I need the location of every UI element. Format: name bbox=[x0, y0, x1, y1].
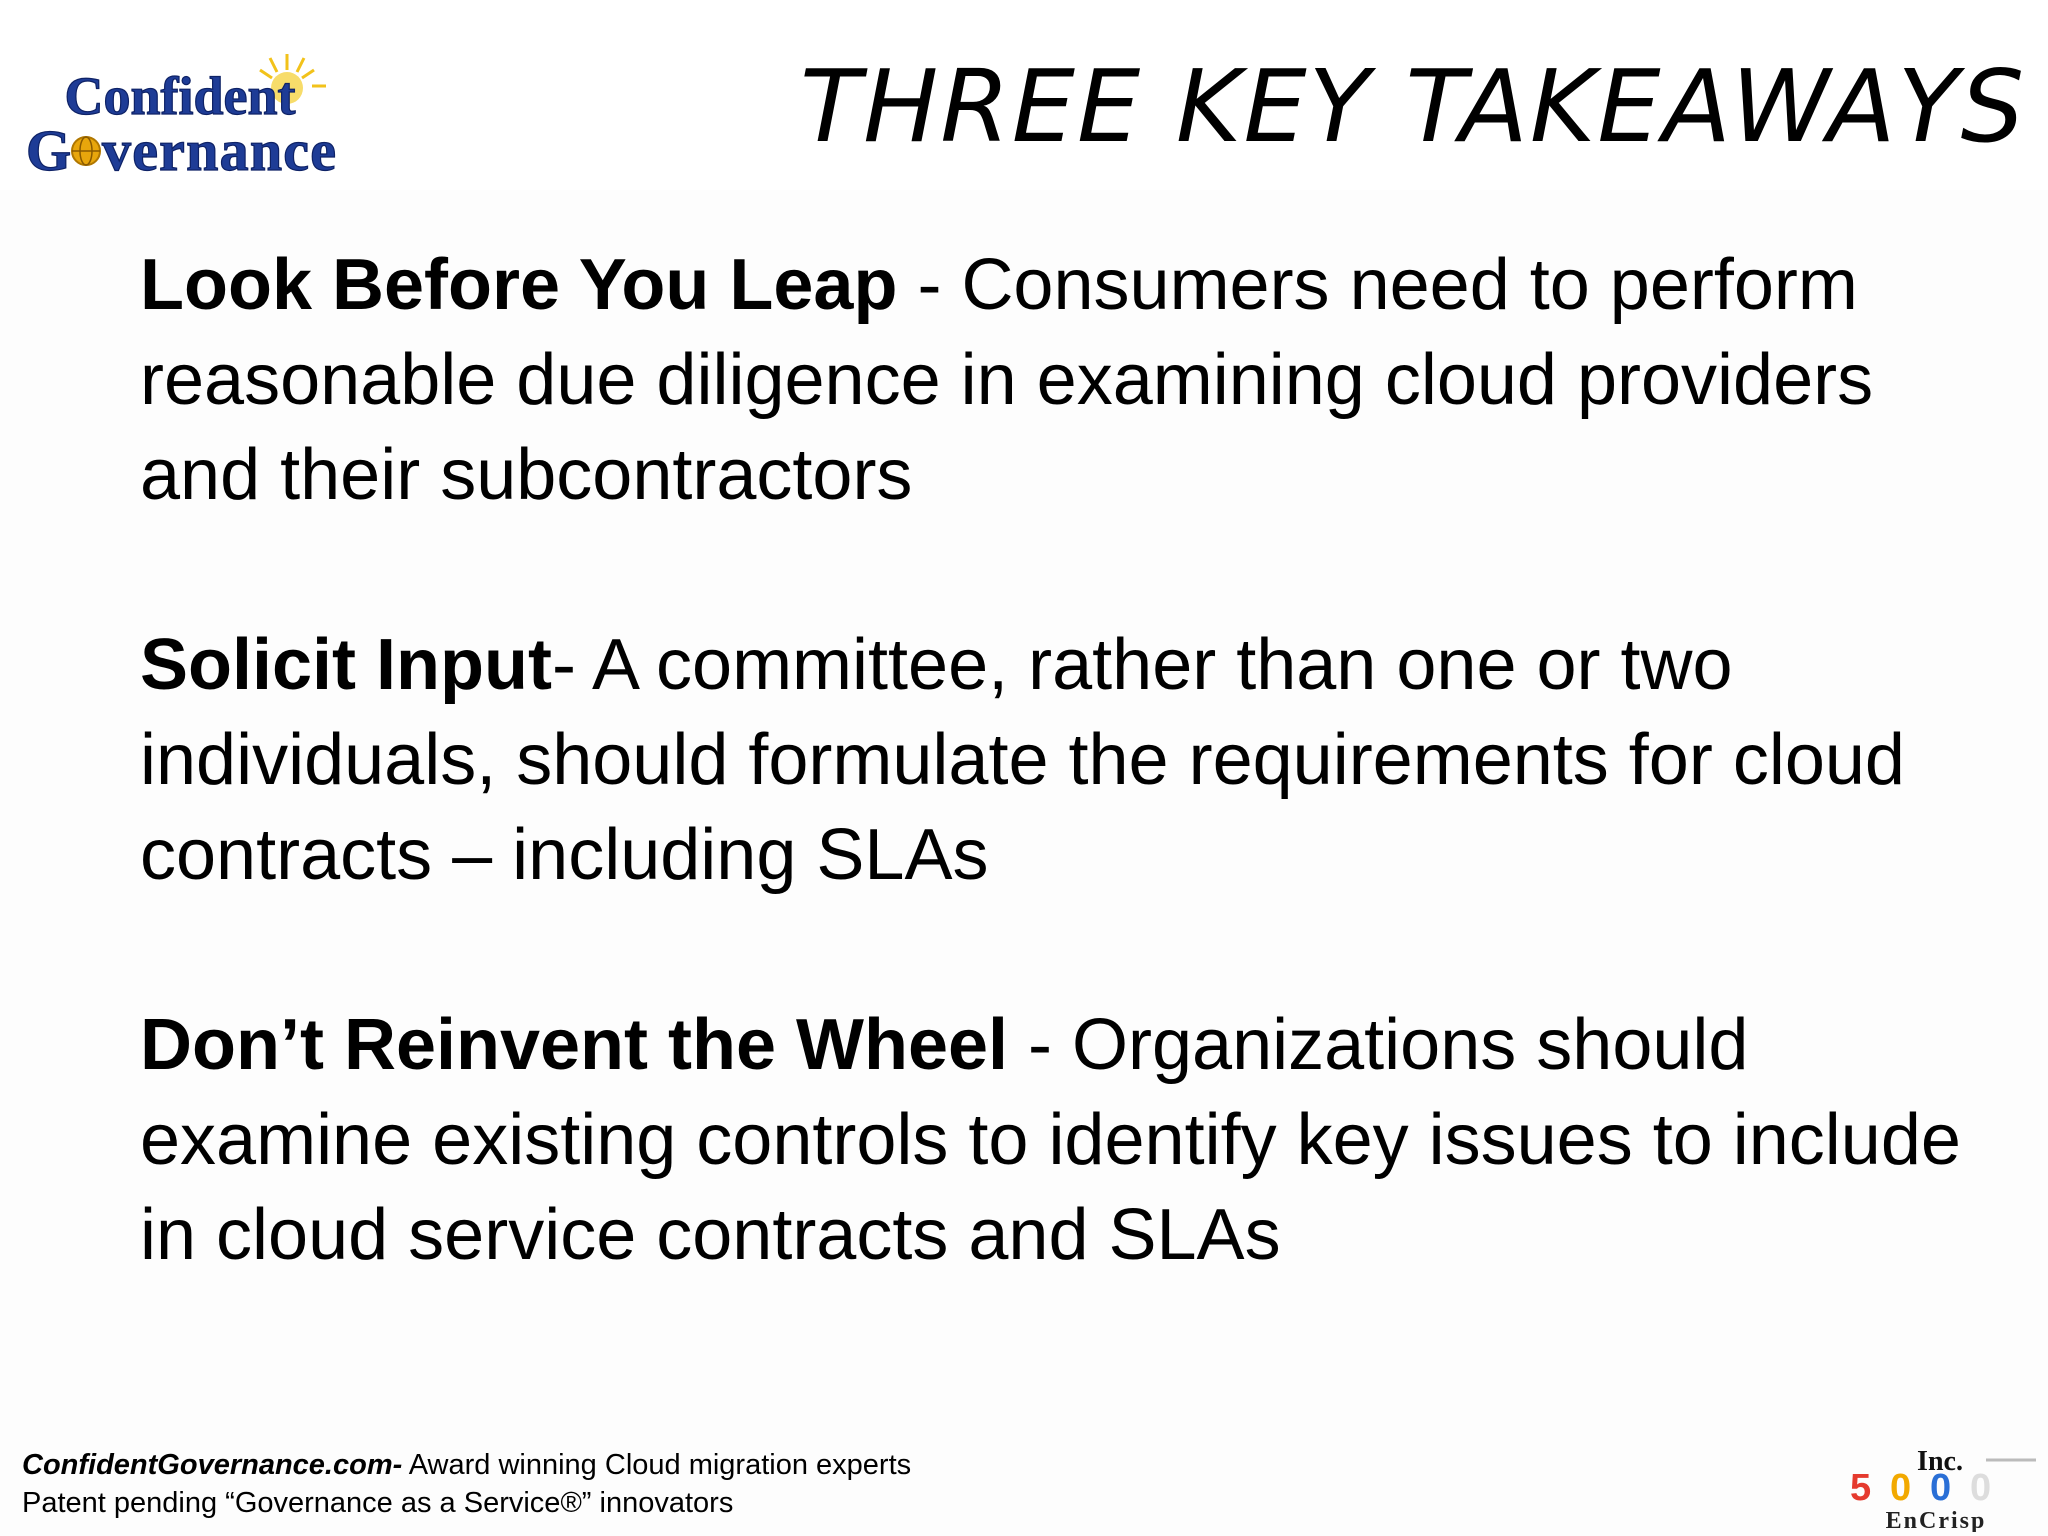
award-encrisp-text: EnCrisp bbox=[1885, 1508, 1987, 1532]
globe-icon bbox=[72, 137, 100, 165]
footer-site-name: ConfidentGovernance.com- bbox=[22, 1449, 403, 1481]
takeaway-heading: Solicit Input bbox=[140, 625, 552, 705]
takeaway-item bbox=[140, 238, 2010, 523]
footer-line2: Patent pending “Governance as a Service®” innovators bbox=[22, 1487, 734, 1519]
takeaway-text: - A committee, rather than one or two individuals, should formulate the requirements for cloud contracts – including SLAs bbox=[140, 625, 1905, 895]
confident-governance-logo bbox=[22, 52, 342, 182]
slide-title: THREE KEY TAKEAWAYS bbox=[800, 48, 2027, 165]
takeaway-text: - Organizations should examine existing controls to identify key issues to include in cloud service contracts and SLAs bbox=[140, 1005, 1961, 1275]
footer-tagline: Award winning Cloud migration experts bbox=[402, 1449, 912, 1481]
award-digit: 0 bbox=[1930, 1467, 1952, 1509]
takeaways-list bbox=[140, 238, 2010, 1283]
takeaway-item bbox=[140, 998, 2010, 1283]
takeaway-heading: Don’t Reinvent the Wheel bbox=[140, 1005, 1009, 1085]
takeaway-heading: Look Before You Leap bbox=[140, 245, 898, 325]
takeaway-text: - Consumers need to perform reasonable due diligence in examining cloud providers and their subcontractors bbox=[140, 245, 1874, 515]
slide-header bbox=[0, 0, 2048, 190]
award-digit: 0 bbox=[1970, 1467, 1992, 1509]
logo-letter-g: G bbox=[26, 118, 72, 182]
award-digit: 0 bbox=[1890, 1467, 1912, 1509]
award-digit: 5 bbox=[1850, 1467, 1872, 1509]
logo-line1: Confident bbox=[64, 66, 296, 126]
logo-line2-rest: vernance bbox=[102, 118, 336, 182]
award-inc-text: Inc. bbox=[1917, 1446, 1963, 1477]
takeaway-item bbox=[140, 618, 2010, 903]
footer-line1 bbox=[22, 1446, 911, 1484]
footer-text bbox=[22, 1446, 911, 1522]
inc-5000-encrisp-logo bbox=[1836, 1446, 2044, 1532]
